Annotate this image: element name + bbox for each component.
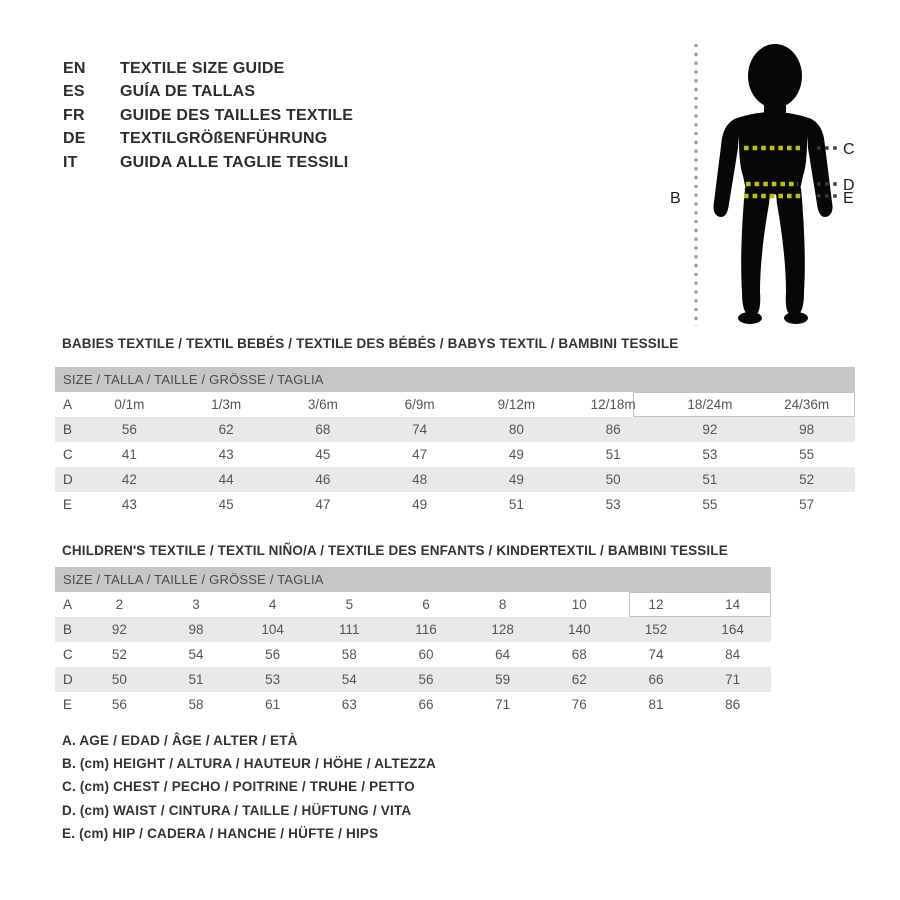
row-label: D <box>63 472 73 487</box>
size-value-cell: 43 <box>218 447 234 462</box>
size-value-cell: 116 <box>415 622 437 637</box>
size-value-cell: 55 <box>702 497 718 512</box>
size-value-cell: 57 <box>799 497 815 512</box>
legend-line: A. AGE / EDAD / ÂGE / ALTER / ETÀ <box>62 733 298 749</box>
size-value-cell: 71 <box>725 672 741 687</box>
size-value-cell: 52 <box>111 647 127 662</box>
size-value-cell: 56 <box>418 672 434 687</box>
guide-title: GUÍA DE TALLAS <box>120 83 256 101</box>
row-label: A <box>63 597 73 612</box>
size-value-cell: 56 <box>111 697 127 712</box>
babies-size-header: SIZE / TALLA / TAILLE / GRÖSSE / TAGLIA <box>55 367 855 392</box>
children-size-header: SIZE / TALLA / TAILLE / GRÖSSE / TAGLIA <box>55 567 771 592</box>
size-value-cell: 104 <box>261 622 284 637</box>
table-row <box>55 417 855 442</box>
size-value-cell: 86 <box>725 697 741 712</box>
size-value-cell: 4 <box>268 597 277 612</box>
language-row <box>63 128 353 152</box>
size-value-cell: 84 <box>725 647 741 662</box>
size-value-cell: 80 <box>508 422 524 437</box>
size-value-cell: 98 <box>188 622 204 637</box>
size-value-cell: 74 <box>412 422 428 437</box>
size-value-cell: 53 <box>265 672 281 687</box>
size-value-cell: 58 <box>188 697 204 712</box>
table-row <box>55 492 855 517</box>
size-value-cell: 18/24m <box>687 397 733 412</box>
row-label: E <box>63 697 73 712</box>
size-value-cell: 54 <box>341 672 357 687</box>
language-code: IT <box>63 153 78 171</box>
row-label: A <box>63 397 73 412</box>
row-label: B <box>63 622 73 637</box>
size-value-cell: 51 <box>702 472 718 487</box>
table-row <box>55 667 771 692</box>
size-value-cell: 74 <box>648 647 664 662</box>
size-value-cell: 51 <box>605 447 621 462</box>
language-row <box>63 81 353 105</box>
child-measurement-figure <box>640 26 880 338</box>
size-value-cell: 48 <box>412 472 428 487</box>
size-value-cell: 49 <box>508 447 524 462</box>
size-value-cell: 81 <box>648 697 664 712</box>
size-value-cell: 54 <box>188 647 204 662</box>
size-value-cell: 61 <box>265 697 281 712</box>
size-value-cell: 92 <box>111 622 127 637</box>
size-value-cell: 50 <box>605 472 621 487</box>
size-value-cell: 71 <box>495 697 511 712</box>
size-value-cell: 3 <box>192 597 200 612</box>
language-row <box>63 151 353 175</box>
figure-label-e: E <box>843 190 854 207</box>
size-value-cell: 51 <box>188 672 204 687</box>
row-label: E <box>63 497 73 512</box>
size-value-cell: 6 <box>422 597 430 612</box>
figure-label-c: C <box>843 141 855 158</box>
size-value-cell: 58 <box>341 647 357 662</box>
size-value-cell: 76 <box>571 697 587 712</box>
size-value-cell: 0/1m <box>114 397 145 412</box>
table-row <box>55 442 855 467</box>
size-value-cell: 53 <box>702 447 718 462</box>
size-value-cell: 10 <box>571 597 587 612</box>
size-value-cell: 53 <box>605 497 621 512</box>
guide-title: GUIDE DES TAILLES TEXTILE <box>120 106 354 124</box>
language-row <box>63 57 353 81</box>
babies-table-title: BABIES TEXTILE / TEXTIL BEBÉS / TEXTILE DES BÉBÉS / BABYS TEXTIL / BAMBINI TESSILE <box>62 336 679 351</box>
table-row <box>55 467 855 492</box>
size-value-cell: 62 <box>218 422 234 437</box>
figure-label-b: B <box>670 190 681 207</box>
size-value-cell: 47 <box>315 497 331 512</box>
language-title-list <box>63 57 353 175</box>
size-value-cell: 60 <box>418 647 434 662</box>
language-code: EN <box>63 59 86 77</box>
size-value-cell: 164 <box>721 622 744 637</box>
size-value-cell: 12/18m <box>590 397 636 412</box>
legend-line: D. (cm) WAIST / CINTURA / TAILLE / HÜFTUNG / VITA <box>62 802 412 818</box>
size-value-cell: 45 <box>315 447 331 462</box>
language-row <box>63 104 353 128</box>
size-value-cell: 42 <box>121 472 137 487</box>
size-value-cell: 50 <box>111 672 127 687</box>
language-code: ES <box>63 83 85 101</box>
size-value-cell: 66 <box>648 672 664 687</box>
size-value-cell: 46 <box>315 472 331 487</box>
language-code: DE <box>63 130 86 148</box>
size-value-cell: 56 <box>121 422 137 437</box>
size-value-cell: 152 <box>644 622 668 637</box>
children-table-title: CHILDREN'S TEXTILE / TEXTIL NIÑO/A / TEXTILE DES ENFANTS / KINDERTEXTIL / BAMBINI TESSILE <box>62 543 728 558</box>
size-value-cell: 52 <box>799 472 815 487</box>
size-value-cell: 5 <box>345 597 354 612</box>
size-value-cell: 111 <box>339 622 360 637</box>
language-code: FR <box>63 106 85 124</box>
size-value-cell: 2 <box>115 597 124 612</box>
size-value-cell: 49 <box>508 472 524 487</box>
children-size-table <box>55 536 771 718</box>
guide-title: TEXTILGRÖßENFÜHRUNG <box>120 130 328 148</box>
babies-table-rows <box>55 392 855 517</box>
size-value-cell: 128 <box>491 622 514 637</box>
guide-title: GUIDA ALLE TAGLIE TESSILI <box>120 153 349 171</box>
table-row <box>55 617 771 642</box>
size-value-cell: 86 <box>605 422 621 437</box>
size-value-cell: 92 <box>702 422 718 437</box>
legend-line: C. (cm) CHEST / PECHO / POITRINE / TRUHE / PETTO <box>62 779 415 795</box>
size-value-cell: 63 <box>341 697 357 712</box>
size-value-cell: 49 <box>412 497 428 512</box>
size-value-cell: 9/12m <box>497 397 536 412</box>
size-value-cell: 12 <box>648 597 664 612</box>
legend-line: E. (cm) HIP / CADERA / HANCHE / HÜFTE / HIPS <box>62 825 379 841</box>
row-label: C <box>63 647 73 662</box>
size-value-cell: 44 <box>218 472 234 487</box>
size-value-cell: 62 <box>571 672 587 687</box>
size-value-cell: 68 <box>315 422 331 437</box>
size-value-cell: 56 <box>265 647 281 662</box>
size-value-cell: 14 <box>725 597 741 612</box>
figure-label-d: D <box>843 177 855 194</box>
size-value-cell: 47 <box>412 447 428 462</box>
children-table-rows <box>55 592 771 717</box>
size-value-cell: 59 <box>495 672 511 687</box>
size-value-cell: 98 <box>799 422 815 437</box>
babies-size-table <box>55 336 855 518</box>
row-label: C <box>63 447 73 462</box>
size-value-cell: 6/9m <box>404 397 435 412</box>
guide-title: TEXTILE SIZE GUIDE <box>120 59 285 77</box>
table-row <box>55 692 771 717</box>
table-row <box>55 642 771 667</box>
size-value-cell: 1/3m <box>211 397 242 412</box>
size-value-cell: 51 <box>508 497 524 512</box>
size-value-cell: 3/6m <box>307 397 338 412</box>
row-label: B <box>63 422 73 437</box>
size-value-cell: 45 <box>218 497 234 512</box>
size-value-cell: 41 <box>121 447 137 462</box>
legend-line: B. (cm) HEIGHT / ALTURA / HAUTEUR / HÖHE / ALTEZZA <box>62 756 436 772</box>
size-value-cell: 66 <box>418 697 434 712</box>
size-value-cell: 64 <box>495 647 511 662</box>
measurement-legend <box>62 729 436 845</box>
size-value-cell: 68 <box>571 647 587 662</box>
size-value-cell: 8 <box>498 597 507 612</box>
row-label: D <box>63 672 73 687</box>
size-value-cell: 140 <box>568 622 591 637</box>
size-value-cell: 55 <box>799 447 815 462</box>
size-value-cell: 43 <box>121 497 137 512</box>
size-value-cell: 24/36m <box>784 397 830 412</box>
